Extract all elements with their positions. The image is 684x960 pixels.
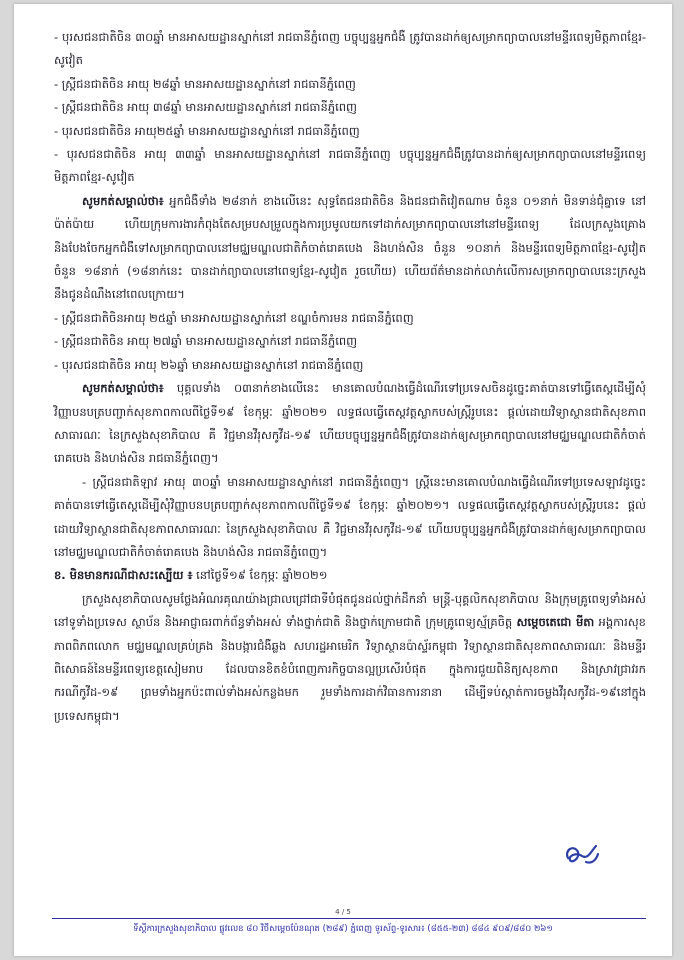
case-item-8: - បុរសជនជាតិចិន អាយុ ២៦ឆ្នាំ មានអាសយដ្ឋានស្នាក់នៅ រាជធានីភ្នំពេញ	[54, 357, 364, 372]
note-paragraph-2	[54, 377, 646, 471]
case-item-2: - ស្ត្រីជនជាតិចិន អាយុ ២៨ឆ្នាំ មានអាសយដ្ឋានស្នាក់នៅ រាជធានីភ្នំពេញ	[54, 76, 356, 91]
case-item-7: - ស្ត្រីជនជាតិចិន អាយុ ២៧ឆ្នាំ មានអាសយដ្ឋានស្នាក់នៅ រាជធានីភ្នំពេញ	[54, 334, 358, 349]
note-text-2: បុគ្គលទាំង ០៣នាក់ខាងលើនេះ មានគោលបំណងធ្វើដំណើរទៅប្រទេសចិនដូច្នេះគាត់បានទៅធ្វើតេស្តដើម្បីសុំវិញ្ញាបនបត្របញ្ជាក់សុខភាពកាលពីថ្ងៃទី១៩ ខែកុម្ភៈ ឆ្នាំ២០២១ លទ្ធផលធ្វើតេស្តវត្តស្លាកបស់ស្ត្រីរូបនេះ ផ្តល់ដោយវិទ្យាស្ថានជាតិសុខភាពសាធារណៈ នៃក្រសួងសុខាភិបាល គឺ វិជ្ជមានវីរុសកូវីដ-១៩ ហើយបច្ចុប្បន្នអ្នកជំងឺត្រូវបានដាក់ឲ្យសម្រាកព្យាបាលនៅមជ្ឈមណ្ឌលជាតិកំចាត់រោគបេង និងហង់សិន រាជធានីភ្នំពេញ។	[54, 381, 646, 466]
closing-text-b: អង្គការសុខភាពពិភពលោក មជ្ឈមណ្ឌលគ្រប់គ្រង និងបង្ការជំងឺឆ្លង សហរដ្ឋអាមេរិក វិទ្យាស្ថានប៉ាស្ទ័រកម្ពុជា វិទ្យាស្ថានជាតិសុខភាពសាធារណៈ និងមន្ទីរពិសោធន៍នៃមន្ទីរពេទ្យខេត្តសៀមរាប ដែលបានខិតខំបំពេញភារកិច្ចបានល្អប្រសើរបំផុត ក្នុងការជួយពិនិត្យសុខភាព និងស្រាវជ្រាវរកករណីកូវីដ-១៩ ព្រមទាំងអ្នកប៉ះពាល់ទាំងអស់កន្លងមក រួមទាំងការដាក់វិធានការនានា ដើម្បីទប់ស្កាត់ការចម្លងវីរុសកូវីដ-១៩នៅក្នុងប្រទេសកម្ពុជា។	[54, 615, 646, 723]
closing-text-bold: សម្តេចតេជោ មីតា	[516, 615, 595, 630]
note-paragraph-1	[54, 190, 646, 307]
closing-paragraph	[54, 588, 646, 728]
footer-address: ទីស្តីការក្រសួងសុខាភិបាល ផ្លូវលេខ ៨០ វិថីសម្តេចប៉ែនណុត (២៨៩) ភ្នំពេញ ទូរស័ព្ទ-ទូរសារ៖ (៨៥៥-២៣) ៨៨៤ ៩០៩/៨៨០ ២៦១	[133, 924, 553, 934]
case-item-6: - ស្ត្រីជនជាតិចិនអាយុ ២៥ឆ្នាំ មានអាសយដ្ឋានស្នាក់នៅ ខណ្ឌចំការមន រាជធានីភ្នំពេញ	[54, 310, 414, 325]
closing-text-a: ក្រសួងសុខាភិបាលសូមថ្លែងអំណរគុណយ៉ាងជ្រាលជ្រៅជាទីបំផុតជូនដល់ថ្នាក់ដឹកនាំ មន្ត្រី-បុគ្គលិកសុខាភិបាល និងក្រុមគ្រូពេទ្យទាំងអស់នៅទូទាំងប្រទេស ស្ថាប័ន និងអាជ្ញាធរពាក់ព័ន្ធទាំងអស់ ទាំងថ្នាក់ជាតិ និងថ្នាក់ក្រោមជាតិ ក្រុមគ្រូពេទ្យស្ម័គ្រចិត្ត	[54, 591, 646, 630]
signature-mark	[562, 840, 602, 870]
note-label-2: សូមកត់សម្គាល់ថា៖	[82, 381, 164, 396]
case-item-1: - បុរសជនជាតិចិន ៣០ឆ្នាំ មានអាសយដ្ឋានស្នាក់នៅ រាជធានីភ្នំពេញ បច្ចុប្បន្នអ្នកជំងឺ ត្រូវបានដាក់ឲ្យសម្រាកព្យាបាលនៅមន្ទីរពេទ្យមិត្តភាពខ្មែរ-សូវៀត	[54, 30, 646, 68]
document-page	[14, 4, 672, 956]
footer-divider	[52, 918, 646, 919]
case-item-4: - បុរសជនជាតិចិន អាយុ២៥ឆ្នាំ មានអាសយដ្ឋានស្នាក់នៅ រាជធានីភ្នំពេញ	[54, 123, 360, 138]
case-item-9: - ស្ត្រីជនជាតិឡាវ អាយុ ៣០ឆ្នាំ មានអាសយដ្ឋានស្នាក់នៅ រាជធានីភ្នំពេញ។ ស្ត្រីនេះមានគោលបំណងធ្វើដំណើរទៅប្រទេសឡាវដូច្នេះគាត់បានទៅធ្វើតេស្តដើម្បីសុំវិញ្ញាបនបត្របញ្ជាក់សុខភាពកាលពីថ្ងៃទី១៩ ខែកុម្ភៈ ឆ្នាំ២០២១។ លទ្ធផលធ្វើតេស្តវត្តស្លាកបស់ស្ត្រីរូបនេះ ផ្តល់ដោយវិទ្យាស្ថានជាតិសុខភាពសាធារណៈ នៃក្រសួងសុខាភិបាល គឺ វិជ្ជមានវីរុសកូវីដ-១៩ ហើយបច្ចុប្បន្នអ្នកជំងឺត្រូវបានដាក់ឲ្យសម្រាកព្យាបាលនៅមជ្ឈមណ្ឌលជាតិកំចាត់រោគបេង និងហង់សិន រាជធានីភ្នំពេញ។	[54, 474, 646, 559]
document-body	[54, 26, 646, 728]
note-text-1: អ្នកជំងឺទាំង ២៨នាក់ ខាងលើនេះ សុទ្ធតែជនជាតិចិន និងជនជាតិវៀតណាម ចំនួន ០១នាក់ មិនទាន់ជុំគ្នាទេ នៅប៉ាត់ប៉ាយ ហើយក្រុមការងារកំពុងតែសម្របសម្រួលក្នុងការប្រមូលយកទៅដាក់សម្រាកព្យាបាលនៅនៅមន្ទីរពេទ្យ ដែលក្រសួងគ្រោង និងបែងចែកអ្នកជំងឺទៅសម្រាកព្យាបាលនៅមជ្ឈមណ្ឌលជាតិកំចាត់រោគបេង និងហង់សិន ចំនួន ១០នាក់ និងមន្ទីរពេទ្យមិត្តភាពខ្មែរ-សូវៀត ចំនួន ១៨នាក់ (១៨នាក់នេះ បានដាក់ព្យាបាលនៅពេទ្យខ្មែរ-សូវៀត រួចហើយ) ហើយព័ត៌មានដាក់លាក់លើការសម្រាកព្យាបាលនេះក្រសួងនឹងជូនដំណឹងនៅពេលក្រោយ។	[54, 193, 646, 302]
case-item-5: - បុរសជនជាតិចិន អាយុ ៣៣ឆ្នាំ មានអាសយដ្ឋានស្នាក់នៅ រាជធានីភ្នំពេញ បច្ចុប្បន្នអ្នកជំងឺត្រូវបានដាក់ឲ្យសម្រាកព្យាបាលនៅមន្ទីរពេទ្យមិត្តភាពខ្មែរ-សូវៀត	[54, 147, 646, 185]
section-heading	[54, 564, 646, 587]
case-item-3: - ស្ត្រីជនជាតិចិន អាយុ ៣៨ឆ្នាំ មានអាសយដ្ឋានស្នាក់នៅ រាជធានីភ្នំពេញ	[54, 100, 357, 115]
page-number: 4 / 5	[335, 908, 351, 916]
note-label-1: សូមកត់សម្គាល់ថា៖	[82, 193, 164, 208]
section-title: ខ. មិនមានករណីជាសះស្បើយ ៖	[54, 568, 193, 583]
section-date: នៅថ្ងៃទី១៩ ខែកុម្ភៈ ឆ្នាំ២០២១	[192, 568, 328, 583]
